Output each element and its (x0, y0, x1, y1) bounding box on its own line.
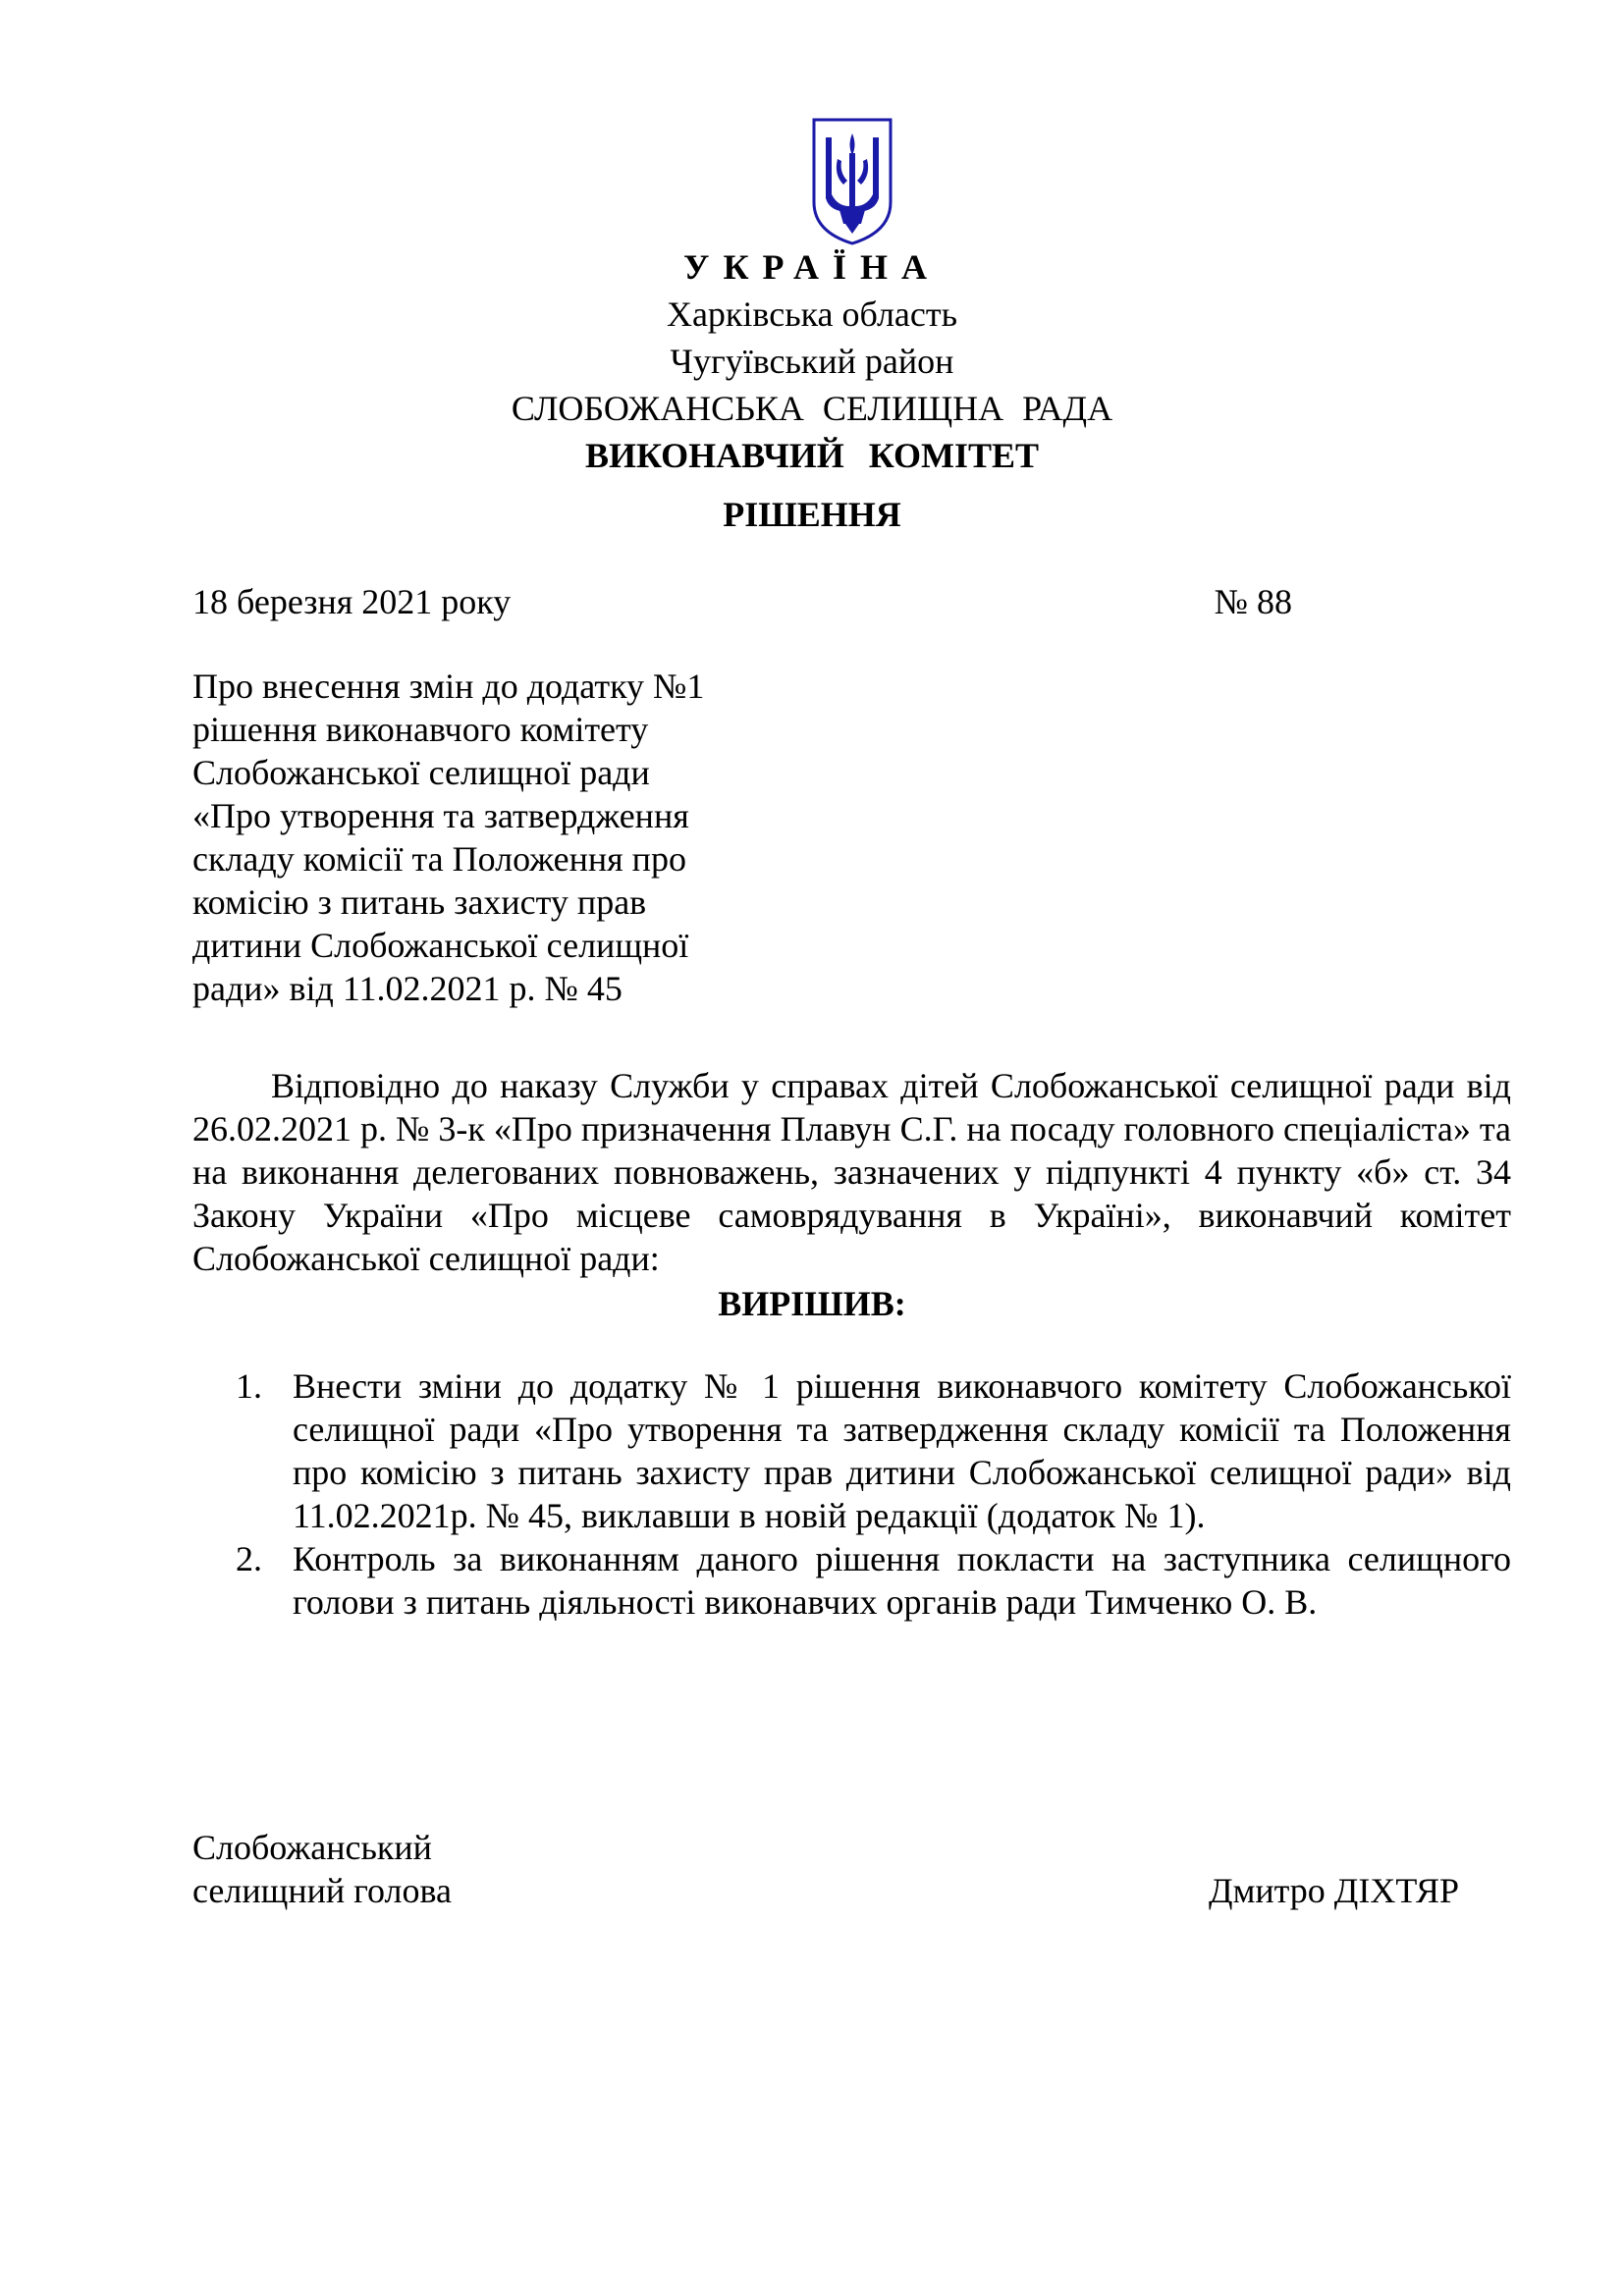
subject-line: Про внесення змін до додатку №1 (192, 667, 705, 706)
subject-line: рішення виконавчого комітету (192, 710, 649, 749)
subject-line: комісію з питань захисту прав (192, 882, 647, 922)
subject-line: ради» від 11.02.2021 р. № 45 (192, 969, 623, 1008)
ukraine-trident-emblem-icon (808, 116, 896, 247)
region-line: Харківська область (666, 294, 958, 334)
resolution-items (236, 1364, 1511, 1624)
signature-block (192, 1826, 1459, 1912)
resolution-item (236, 1364, 1511, 1537)
committee-line: ВИКОНАВЧИЙ КОМІТЕТ (584, 436, 1040, 475)
decision-title: РІШЕННЯ (723, 495, 901, 534)
district-line: Чугуївський район (670, 342, 954, 381)
resolution-item (236, 1537, 1511, 1624)
subject-line: дитини Слобожанської селищної (192, 926, 689, 965)
decision-subject (192, 665, 782, 1010)
item-text: Внести зміни до додатку № 1 рішення виконавчого комітету Слобожанської селищної ради «Про утворення та затвердження складу комісії та Положення про комісію з питань захисту прав дитини Слобожанської селищної ради» від 11.02.2021р. № 45, виклавши в новій редакції (додаток № 1). (293, 1366, 1511, 1535)
council-line: СЛОБОЖАНСЬКА СЕЛИЩНА РАДА (511, 389, 1113, 428)
country-heading: УКРАЇНА (683, 247, 941, 287)
subject-line: «Про утворення та затвердження (192, 796, 689, 835)
item-number: 1. (236, 1366, 262, 1406)
document-header (0, 243, 1624, 479)
decision-date: 18 березня 2021 року (192, 582, 512, 621)
decision-number: № 88 (1214, 582, 1292, 621)
preamble-paragraph: Відповідно до наказу Служби у справах дітей Слобожанської селищної ради від 26.02.2021 р. № 3-к «Про призначення Плавун С.Г. на посаду головного спеціаліста» та на виконання делегованих повноважень, зазначених у підпункті 4 пункту «б» ст. 34 Закону України «Про місцеве самоврядування в Україні», виконавчий комітет Слобожанської селищної ради: (192, 1066, 1511, 1278)
signatory-name: Дмитро ДІХТЯР (1209, 1871, 1459, 1910)
subject-line: Слобожанської селищної ради (192, 753, 650, 792)
resolved-heading: ВИРІШИВ: (718, 1284, 906, 1323)
position-line: Слобожанський (192, 1828, 432, 1867)
item-text: Контроль за виконанням даного рішення покласти на заступника селищного голови з питань діяльності виконавчих органів ради Тимченко О. В. (293, 1539, 1511, 1622)
position-line: селищний голова (192, 1871, 453, 1910)
subject-line: складу комісії та Положення про (192, 839, 686, 879)
item-number: 2. (236, 1539, 262, 1578)
